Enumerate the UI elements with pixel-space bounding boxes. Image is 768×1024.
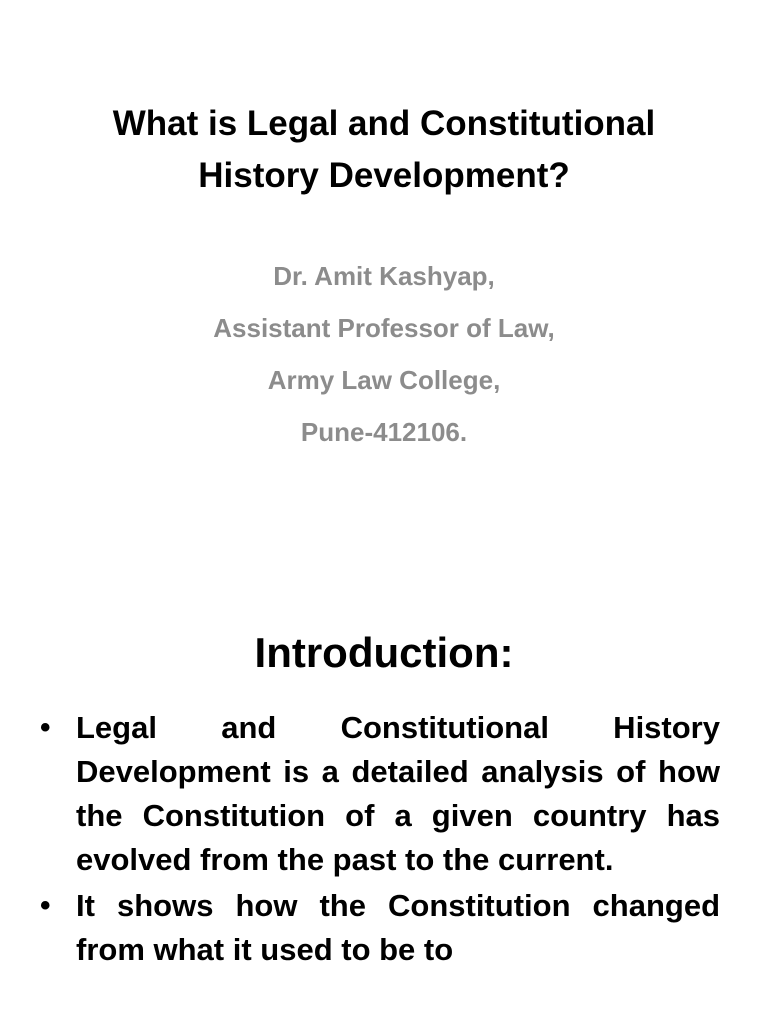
slide-title-line-1: What is Legal and Constitutional [112, 104, 656, 143]
bullet-text: It shows how the Constitution changed from what it used to be to [76, 888, 720, 967]
bullet-item [40, 884, 720, 972]
bullet-marker: • [40, 711, 51, 744]
slide-title-line-2: History Development? [198, 156, 570, 195]
bullet-text: Legal and Constitutional History Development is a detailed analysis of how the Constitution of a given country has evolved from the past to the current. [76, 710, 720, 877]
bullet-item [40, 706, 720, 882]
bullet-marker: • [40, 889, 51, 922]
slide-title [60, 98, 708, 202]
author-institution: Army Law College, [267, 365, 501, 395]
section-heading: Introduction: [254, 629, 514, 676]
author-position: Assistant Professor of Law, [213, 313, 555, 343]
author-info [60, 250, 708, 458]
bullet-list [40, 706, 720, 974]
author-name: Dr. Amit Kashyap, [273, 261, 495, 291]
author-location: Pune-412106. [300, 417, 468, 447]
